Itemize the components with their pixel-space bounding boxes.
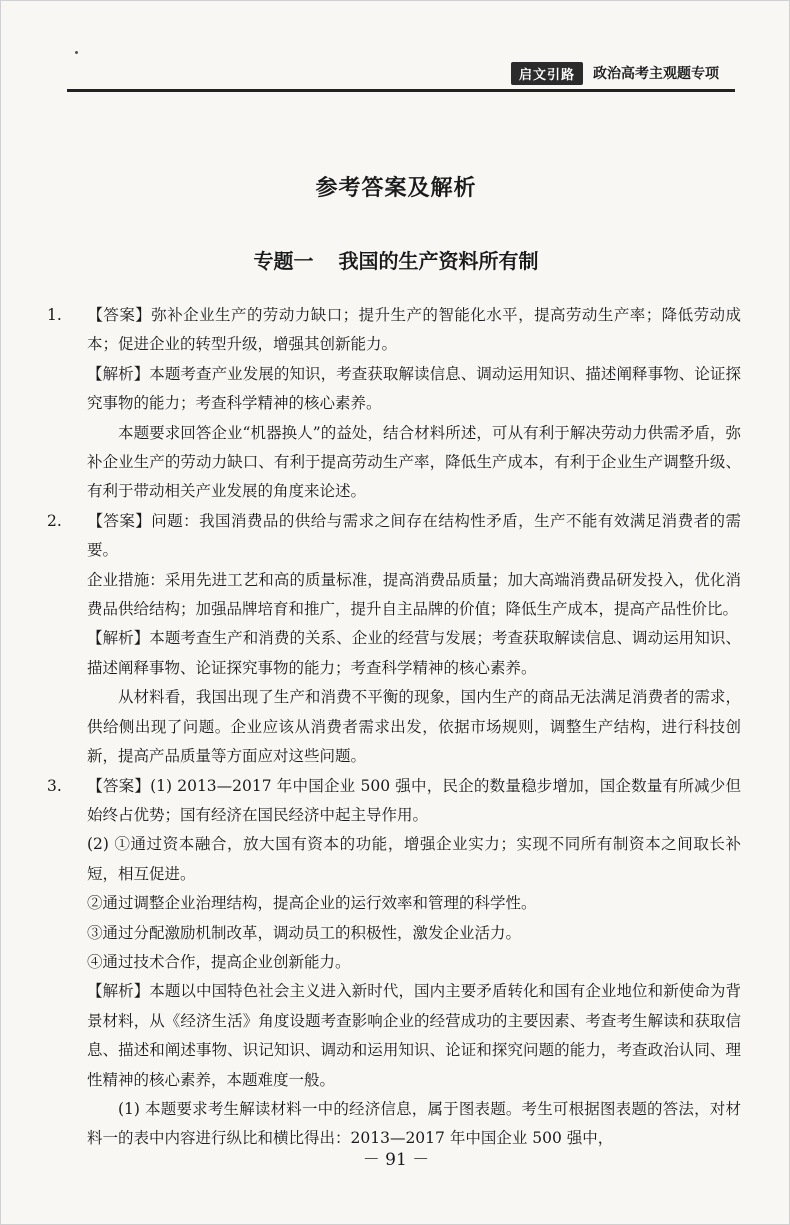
item-detail: (1) 本题要求考生解读材料一中的经济信息，属于图表题。考生可根据图表题的答法，对材料一的表中内容进行纵比和横比得出：2013—2017 年中国企业 500 强中， — [87, 1099, 741, 1148]
header-rule — [67, 89, 735, 92]
item-number: 1. — [47, 306, 62, 324]
item-analysis: 【解析】本题考查产业发展的知识，考查获取解读信息、调动运用知识、描述阐释事物、论证探究事物的能力；考查科学精神的核心素养。 — [87, 364, 741, 413]
item-answer: 1. 【答案】弥补企业生产的劳动力缺口；提升生产的智能化水平，提高劳动生产率；降低劳动成本；促进企业的转型升级，增强其创新能力。 — [67, 301, 741, 360]
item-point: ④通过技术合作，提高企业创新能力。 — [87, 952, 351, 971]
item-analysis: 【解析】本题考查生产和消费的关系、企业的经营与发展；考查获取解读信息、调动运用知识、描述阐释事物、论证探究事物的能力；考查科学精神的核心素养。 — [87, 629, 741, 677]
item-detail: 从材料看，我国出现了生产和消费不平衡的现象，国内生产的商品无法满足消费者的需求，供给侧出现了问题。企业应该从消费者需求出发，依据市场规则，调整生产结构，进行科技创新，提高产品质量等方面应对这些问题。 — [87, 688, 741, 766]
item-detail: 本题要求回答企业“机器换人”的益处，结合材料所述，可从有利于解决劳动力供需矛盾，弥补企业生产的劳动力缺口、有利于提高劳动生产率，降低生产成本，有利于企业生产调整升级、有利于带动相关产业发展的角度来论述。 — [87, 423, 741, 501]
answer-body — [47, 301, 741, 1154]
item-analysis: 【解析】本题以中国特色社会主义进入新时代，国内主要矛盾转化和国有企业地位和新使命为背景材料，从《经济生活》角度设题考查影响企业的经营成功的主要因素、考查考生解读和获取信息、描述和阐述事物、识记知识、调动和运用知识、论证和探究问题的能力，考查政治认同、理性精神的核心素养，本题难度一般。 — [87, 982, 741, 1089]
series-title: 政治高考主观题专项 — [593, 66, 720, 82]
answer-item-1 — [47, 301, 741, 507]
answer-item-2 — [47, 507, 741, 772]
page-title: 参考答案及解析 — [315, 176, 477, 201]
item-point: ②通过调整企业治理结构，提高企业的运行效率和管理的科学性。 — [87, 894, 537, 913]
answer-item-3 — [47, 772, 741, 1154]
page-number: － 91 － — [362, 1150, 430, 1170]
item-part2: (2) ①通过资本融合，放大国有资本的功能，增强企业实力；实现不同所有制资本之间取长补短，相互促进。 — [87, 835, 741, 883]
section-title: 专题一 我国的生产资料所有制 — [253, 249, 539, 273]
item-answer: 2. 【答案】问题：我国消费品的供给与需求之间存在结构性矛盾，生产不能有效满足消费者的需要。 — [67, 507, 741, 566]
item-measures: 企业措施：采用先进工艺和高的质量标准，提高消费品质量；加大高端消费品研发投入，优化消费品供给结构；加强品牌培育和推广，提升自主品牌的价值；降低生产成本，提高产品性价比。 — [87, 570, 741, 619]
item-number: 3. — [47, 776, 62, 795]
item-point: ③通过分配激励机制改革，调动员工的积极性，激发企业活力。 — [87, 923, 522, 942]
brand-badge: 启文引路 — [511, 62, 583, 85]
item-answer: 3. 【答案】(1) 2013—2017 年中国企业 500 强中，民企的数量稳步增加，国企数量有所减少但始终占优势；国有经济在国民经济中起主导作用。 — [67, 772, 741, 831]
decorative-dot — [75, 51, 78, 54]
running-header — [511, 61, 719, 85]
item-number: 2. — [47, 511, 62, 530]
